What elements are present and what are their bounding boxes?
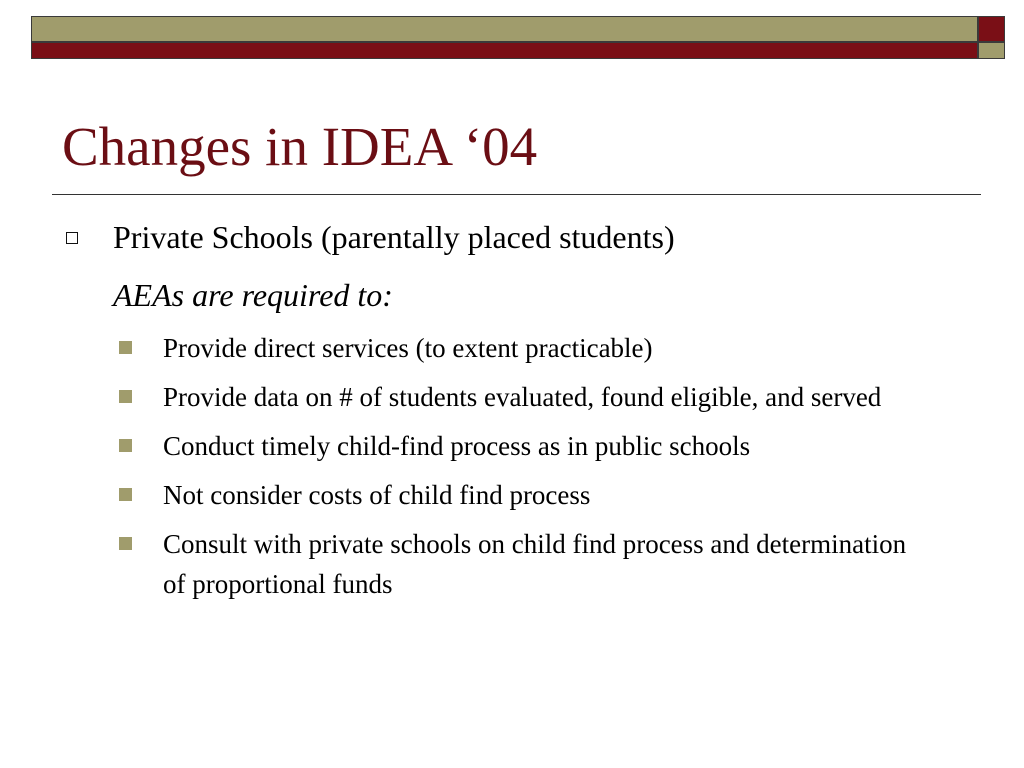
square-bullet-icon xyxy=(119,488,132,501)
list-item-text: Provide direct services (to extent practicable) xyxy=(163,333,653,363)
square-bullet-icon xyxy=(119,439,132,452)
header-corner-olive xyxy=(978,42,1005,59)
list-item xyxy=(117,475,917,515)
title-divider xyxy=(52,194,981,195)
subheading: AEAs are required to: xyxy=(113,277,393,313)
list-item xyxy=(117,328,917,368)
hollow-square-bullet-icon xyxy=(66,232,78,244)
square-bullet-icon xyxy=(119,390,132,403)
list-item-text: Not consider costs of child find process xyxy=(163,480,591,510)
header-bar-maroon xyxy=(31,42,978,59)
list-item xyxy=(117,377,917,417)
sub-bullet-list xyxy=(117,328,917,613)
header-corner-maroon xyxy=(978,16,1005,42)
list-item-text: Provide data on # of students evaluated, found eligible, and served xyxy=(163,382,882,412)
main-bullet-heading: Private Schools (parentally placed students) xyxy=(113,219,675,255)
slide-title: Changes in IDEA ‘04 xyxy=(62,116,538,177)
square-bullet-icon xyxy=(119,341,132,354)
list-item xyxy=(117,426,917,466)
list-item xyxy=(117,524,917,604)
list-item-text: Consult with private schools on child find process and determination of proportional funds xyxy=(163,529,907,599)
list-item-text: Conduct timely child-find process as in public schools xyxy=(163,431,751,461)
header-bar-olive xyxy=(31,16,978,42)
square-bullet-icon xyxy=(119,537,132,550)
